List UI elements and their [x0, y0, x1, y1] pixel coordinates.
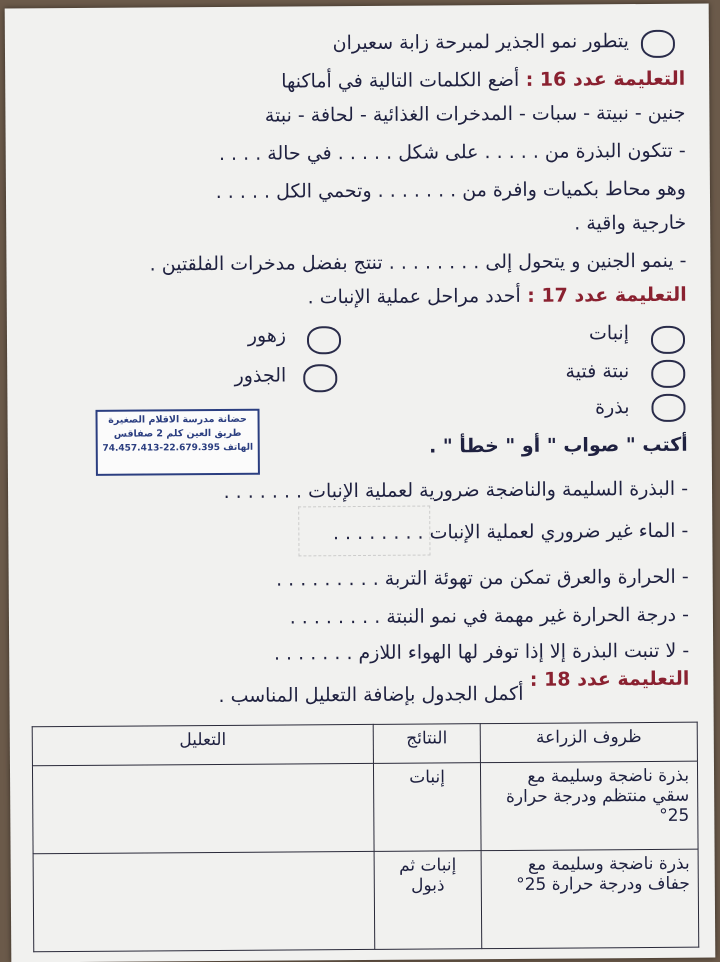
stamp-line-1: حضانة مدرسة الاقلام الصغيرة	[108, 413, 247, 426]
task18-title: التعليمة عدد 18 :	[529, 667, 690, 691]
table-row	[32, 761, 698, 854]
row2-reason[interactable]	[33, 851, 375, 951]
stamp-line-2: طريق العين كلم 2 صفاقس	[113, 427, 242, 440]
option-flowers: زهور	[247, 324, 287, 347]
stamp-phone: الهاتف 22.679.395-74.457.413	[102, 442, 254, 454]
statement-3: - الحرارة والعرق تمكن من تهوئة التربة . . . . . . . . .	[275, 565, 689, 591]
task16-instruction: أضع الكلمات التالية في أماكنها	[281, 68, 520, 93]
row1-result: إنبات	[373, 763, 481, 852]
row2-result: إنبات ثم ذبول	[374, 851, 482, 950]
conditions-table	[32, 722, 700, 953]
statement-4: - درجة الحرارة غير مهمة في نمو النبتة . . . . . . . .	[289, 603, 690, 629]
option-circle	[651, 326, 685, 354]
school-stamp	[95, 409, 259, 476]
fill-line-4: - ينمو الجنين و يتحول إلى . . . . . . . . تنتج بفضل مدخرات الفلقتين .	[149, 249, 687, 276]
statement-2: - الماء غير ضروري لعملية الإنبات . . . . . . . .	[332, 519, 689, 545]
header-results: النتائج	[373, 724, 480, 764]
fill-line-3: خارجية واقية .	[574, 211, 687, 235]
header-conditions: ظروف الزراعة	[480, 722, 697, 763]
option-circle	[651, 360, 685, 388]
row1-condition: بذرة ناضجة وسليمة مع سقي منتظم ودرجة حرارة 25°	[480, 761, 698, 851]
row1-reason[interactable]	[32, 763, 374, 853]
header-reason: التعليل	[32, 724, 373, 765]
task16-title: التعليمة عدد 16 :	[525, 67, 686, 91]
statement-5: - لا تنبت البذرة إلا إذا توفر لها الهواء اللازم . . . . . . .	[273, 639, 690, 665]
option-circle	[303, 364, 337, 392]
option-germination: إنبات	[588, 322, 630, 345]
task17-instruction: أحدد مراحل عملية الإنبات .	[307, 284, 521, 309]
table-header-row	[32, 722, 697, 766]
table-row	[33, 849, 699, 952]
true-false-instruction: أكتب " صواب " أو " خطأ " .	[428, 433, 688, 458]
row2-condition: بذرة ناضجة وسليمة مع جفاف ودرجة حرارة 25°	[481, 849, 699, 949]
fill-line-2: وهو محاط بكميات وافرة من . . . . . . . وتحمي الكل . . . . .	[215, 177, 687, 204]
intro-line: يتطور نمو الجذير لمبرحة زابة سعيران	[332, 30, 629, 55]
option-circle	[307, 326, 341, 354]
worksheet-page	[5, 4, 716, 962]
option-seed: بذرة	[594, 396, 630, 419]
option-roots: الجذور	[234, 364, 287, 387]
option-young-plant: نبتة فتية	[565, 360, 630, 383]
task18-instruction: أكمل الجدول بإضافة التعليل المناسب .	[218, 682, 524, 707]
option-circle	[651, 394, 685, 422]
bullet-circle	[641, 30, 675, 58]
task17-title: التعليمة عدد 17 :	[527, 283, 687, 307]
statement-1: - البذرة السليمة والناضجة ضرورية لعملية الإنبات . . . . . . .	[223, 477, 689, 503]
word-bank: جنين - نبيتة - سبات - المدخرات الغذائية - لحافة - نبتة	[264, 101, 686, 127]
fill-line-1: - تتكون البذرة من . . . . . على شكل . . . . . في حالة . . . .	[218, 139, 686, 165]
